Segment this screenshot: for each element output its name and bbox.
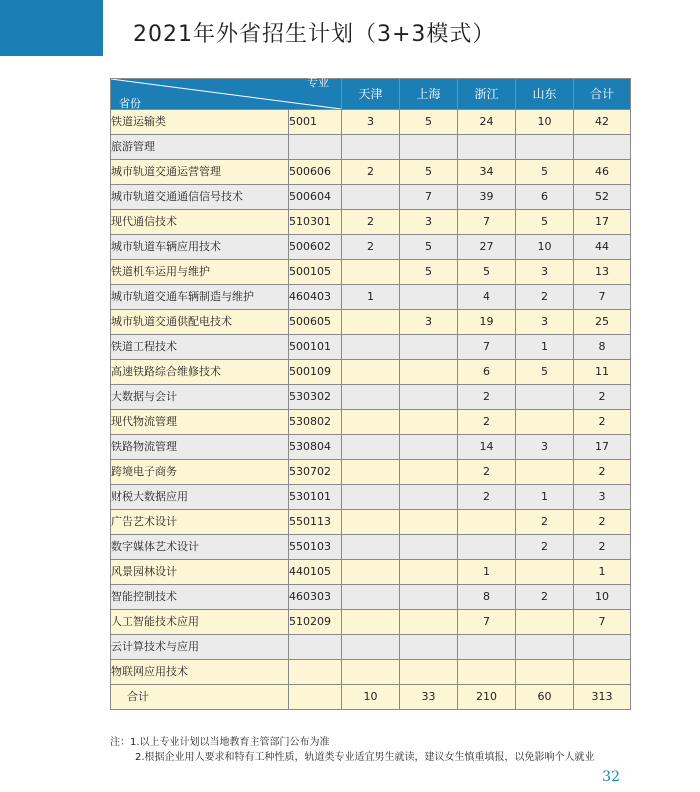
count-cell bbox=[342, 310, 400, 335]
count-cell: 6 bbox=[516, 185, 574, 210]
major-code-cell bbox=[289, 685, 342, 710]
major-name-cell: 云计算技术与应用 bbox=[111, 635, 289, 660]
major-name-cell: 广告艺术设计 bbox=[111, 510, 289, 535]
count-cell: 33 bbox=[400, 685, 458, 710]
count-cell: 2 bbox=[574, 510, 631, 535]
table-row bbox=[111, 585, 631, 610]
major-name-cell: 城市轨道交通车辆制造与维护 bbox=[111, 285, 289, 310]
count-cell bbox=[342, 185, 400, 210]
major-name-cell: 城市轨道车辆应用技术 bbox=[111, 235, 289, 260]
count-cell: 1 bbox=[516, 485, 574, 510]
major-code-cell: 500101 bbox=[289, 335, 342, 360]
count-cell: 3 bbox=[400, 210, 458, 235]
table-row bbox=[111, 160, 631, 185]
count-cell bbox=[342, 435, 400, 460]
count-cell: 3 bbox=[516, 260, 574, 285]
count-cell bbox=[516, 560, 574, 585]
count-cell: 2 bbox=[458, 385, 516, 410]
major-code-cell: 510209 bbox=[289, 610, 342, 635]
count-cell: 1 bbox=[516, 335, 574, 360]
count-cell bbox=[400, 285, 458, 310]
count-cell bbox=[342, 610, 400, 635]
enrollment-plan-table bbox=[110, 78, 631, 710]
count-cell bbox=[342, 135, 400, 160]
count-cell bbox=[400, 135, 458, 160]
count-cell: 13 bbox=[574, 260, 631, 285]
major-name-cell: 铁道运输类 bbox=[111, 110, 289, 135]
header-province-label: 省份 bbox=[119, 97, 141, 110]
major-name-cell: 城市轨道交通供配电技术 bbox=[111, 310, 289, 335]
count-cell bbox=[516, 135, 574, 160]
table-row bbox=[111, 135, 631, 160]
count-cell: 2 bbox=[458, 410, 516, 435]
count-cell bbox=[342, 635, 400, 660]
table-header-row bbox=[111, 79, 631, 110]
count-cell: 42 bbox=[574, 110, 631, 135]
count-cell bbox=[400, 660, 458, 685]
count-cell: 10 bbox=[342, 685, 400, 710]
count-cell: 3 bbox=[342, 110, 400, 135]
count-cell bbox=[342, 660, 400, 685]
major-code-cell: 500606 bbox=[289, 160, 342, 185]
count-cell bbox=[400, 485, 458, 510]
count-cell bbox=[342, 360, 400, 385]
count-cell: 19 bbox=[458, 310, 516, 335]
count-cell: 2 bbox=[516, 285, 574, 310]
count-cell: 2 bbox=[342, 210, 400, 235]
count-cell: 52 bbox=[574, 185, 631, 210]
major-name-cell: 财税大数据应用 bbox=[111, 485, 289, 510]
header-major-label: 专业 bbox=[307, 76, 329, 89]
count-cell bbox=[458, 535, 516, 560]
count-cell bbox=[516, 610, 574, 635]
count-cell bbox=[516, 660, 574, 685]
count-cell: 2 bbox=[342, 160, 400, 185]
major-code-cell: 500109 bbox=[289, 360, 342, 385]
major-name-cell: 物联网应用技术 bbox=[111, 660, 289, 685]
table-row bbox=[111, 260, 631, 285]
major-code-cell: 530302 bbox=[289, 385, 342, 410]
count-cell: 5 bbox=[400, 110, 458, 135]
count-cell: 7 bbox=[400, 185, 458, 210]
count-cell: 10 bbox=[574, 585, 631, 610]
count-cell bbox=[400, 560, 458, 585]
major-name-cell: 风景园林设计 bbox=[111, 560, 289, 585]
count-cell bbox=[342, 410, 400, 435]
table-row bbox=[111, 310, 631, 335]
count-cell: 7 bbox=[458, 210, 516, 235]
count-cell: 24 bbox=[458, 110, 516, 135]
count-cell: 210 bbox=[458, 685, 516, 710]
count-cell bbox=[342, 510, 400, 535]
count-cell bbox=[342, 585, 400, 610]
count-cell: 7 bbox=[458, 335, 516, 360]
count-cell bbox=[400, 360, 458, 385]
count-cell: 5 bbox=[400, 160, 458, 185]
table-row bbox=[111, 560, 631, 585]
table-row bbox=[111, 360, 631, 385]
major-code-cell: 530702 bbox=[289, 460, 342, 485]
major-code-cell: 530804 bbox=[289, 435, 342, 460]
major-code-cell: 440105 bbox=[289, 560, 342, 585]
count-cell bbox=[458, 660, 516, 685]
count-cell: 2 bbox=[458, 485, 516, 510]
column-header-tianjin: 天津 bbox=[342, 79, 400, 110]
major-code-cell: 550113 bbox=[289, 510, 342, 535]
count-cell: 6 bbox=[458, 360, 516, 385]
count-cell: 60 bbox=[516, 685, 574, 710]
major-code-cell: 5001 bbox=[289, 110, 342, 135]
column-header-zhejiang: 浙江 bbox=[458, 79, 516, 110]
count-cell: 14 bbox=[458, 435, 516, 460]
count-cell: 11 bbox=[574, 360, 631, 385]
count-cell: 8 bbox=[574, 335, 631, 360]
count-cell bbox=[342, 560, 400, 585]
count-cell: 8 bbox=[458, 585, 516, 610]
table-row bbox=[111, 510, 631, 535]
table-row bbox=[111, 335, 631, 360]
total-row bbox=[111, 685, 631, 710]
count-cell: 5 bbox=[400, 235, 458, 260]
column-header-shanghai: 上海 bbox=[400, 79, 458, 110]
count-cell bbox=[342, 485, 400, 510]
table-row bbox=[111, 610, 631, 635]
count-cell bbox=[400, 335, 458, 360]
count-cell: 1 bbox=[574, 560, 631, 585]
major-name-cell: 智能控制技术 bbox=[111, 585, 289, 610]
table-row bbox=[111, 110, 631, 135]
count-cell bbox=[400, 410, 458, 435]
table-body bbox=[111, 110, 631, 710]
count-cell bbox=[574, 135, 631, 160]
major-code-cell: 500602 bbox=[289, 235, 342, 260]
count-cell: 10 bbox=[516, 235, 574, 260]
count-cell: 5 bbox=[516, 160, 574, 185]
table-row bbox=[111, 410, 631, 435]
count-cell bbox=[400, 510, 458, 535]
count-cell bbox=[400, 435, 458, 460]
major-code-cell: 550103 bbox=[289, 535, 342, 560]
major-code-cell: 510301 bbox=[289, 210, 342, 235]
table-row bbox=[111, 535, 631, 560]
count-cell: 2 bbox=[574, 410, 631, 435]
table-row bbox=[111, 210, 631, 235]
count-cell: 2 bbox=[342, 235, 400, 260]
page-number: 32 bbox=[602, 769, 620, 785]
count-cell bbox=[400, 460, 458, 485]
major-code-cell: 530802 bbox=[289, 410, 342, 435]
major-name-cell: 城市轨道交通通信信号技术 bbox=[111, 185, 289, 210]
count-cell bbox=[400, 385, 458, 410]
count-cell: 2 bbox=[574, 385, 631, 410]
count-cell: 46 bbox=[574, 160, 631, 185]
count-cell bbox=[574, 660, 631, 685]
major-name-cell: 铁道机车运用与维护 bbox=[111, 260, 289, 285]
count-cell: 2 bbox=[516, 535, 574, 560]
major-name-cell: 铁道工程技术 bbox=[111, 335, 289, 360]
major-name-cell: 跨境电子商务 bbox=[111, 460, 289, 485]
corner-color-block bbox=[0, 0, 103, 56]
major-name-cell: 高速铁路综合维修技术 bbox=[111, 360, 289, 385]
count-cell bbox=[342, 335, 400, 360]
count-cell: 10 bbox=[516, 110, 574, 135]
table-row bbox=[111, 485, 631, 510]
major-code-cell: 530101 bbox=[289, 485, 342, 510]
table-row bbox=[111, 385, 631, 410]
count-cell: 5 bbox=[400, 260, 458, 285]
count-cell: 25 bbox=[574, 310, 631, 335]
count-cell bbox=[516, 460, 574, 485]
count-cell: 3 bbox=[574, 485, 631, 510]
count-cell: 2 bbox=[574, 535, 631, 560]
major-name-cell: 城市轨道交通运营管理 bbox=[111, 160, 289, 185]
column-header-shandong: 山东 bbox=[516, 79, 574, 110]
count-cell bbox=[458, 135, 516, 160]
major-name-cell: 旅游管理 bbox=[111, 135, 289, 160]
table-row bbox=[111, 435, 631, 460]
major-name-cell: 数字媒体艺术设计 bbox=[111, 535, 289, 560]
count-cell bbox=[458, 635, 516, 660]
count-cell: 3 bbox=[516, 310, 574, 335]
count-cell bbox=[458, 510, 516, 535]
major-name-cell: 大数据与会计 bbox=[111, 385, 289, 410]
count-cell: 7 bbox=[458, 610, 516, 635]
count-cell: 313 bbox=[574, 685, 631, 710]
count-cell bbox=[342, 460, 400, 485]
count-cell: 39 bbox=[458, 185, 516, 210]
count-cell bbox=[342, 535, 400, 560]
footnote-2: 2.根据企业用人要求和特有工种性质，轨道类专业适宜男生就读，建议女生慎重填报，以免影响个人就业 bbox=[135, 752, 595, 763]
count-cell: 3 bbox=[400, 310, 458, 335]
major-code-cell: 500605 bbox=[289, 310, 342, 335]
count-cell: 7 bbox=[574, 285, 631, 310]
major-code-cell bbox=[289, 660, 342, 685]
major-name-cell: 现代物流管理 bbox=[111, 410, 289, 435]
count-cell: 1 bbox=[458, 560, 516, 585]
table-row bbox=[111, 460, 631, 485]
count-cell: 2 bbox=[516, 510, 574, 535]
table-row bbox=[111, 185, 631, 210]
count-cell: 3 bbox=[516, 435, 574, 460]
count-cell: 1 bbox=[342, 285, 400, 310]
count-cell: 5 bbox=[516, 360, 574, 385]
major-code-cell: 500105 bbox=[289, 260, 342, 285]
count-cell bbox=[516, 410, 574, 435]
count-cell: 27 bbox=[458, 235, 516, 260]
major-code-cell: 500604 bbox=[289, 185, 342, 210]
major-name-cell: 人工智能技术应用 bbox=[111, 610, 289, 635]
count-cell: 4 bbox=[458, 285, 516, 310]
page-title: 2021年外省招生计划（3+3模式） bbox=[133, 22, 496, 47]
diagonal-header-cell bbox=[111, 76, 342, 110]
count-cell bbox=[400, 635, 458, 660]
major-code-cell: 460403 bbox=[289, 285, 342, 310]
count-cell: 34 bbox=[458, 160, 516, 185]
count-cell: 2 bbox=[458, 460, 516, 485]
major-name-cell: 合计 bbox=[111, 685, 289, 710]
count-cell: 2 bbox=[574, 460, 631, 485]
count-cell: 17 bbox=[574, 435, 631, 460]
count-cell bbox=[342, 260, 400, 285]
table-row bbox=[111, 635, 631, 660]
table-row bbox=[111, 660, 631, 685]
count-cell bbox=[400, 535, 458, 560]
count-cell bbox=[400, 610, 458, 635]
count-cell: 2 bbox=[516, 585, 574, 610]
count-cell bbox=[400, 585, 458, 610]
column-header-total: 合计 bbox=[574, 79, 631, 110]
major-name-cell: 现代通信技术 bbox=[111, 210, 289, 235]
footnote-1: 注：1.以上专业计划以当地教育主管部门公布为准 bbox=[110, 737, 330, 748]
footnotes bbox=[110, 735, 595, 765]
count-cell: 5 bbox=[516, 210, 574, 235]
count-cell: 5 bbox=[458, 260, 516, 285]
table-row bbox=[111, 235, 631, 260]
major-code-cell bbox=[289, 135, 342, 160]
count-cell: 44 bbox=[574, 235, 631, 260]
major-code-cell bbox=[289, 635, 342, 660]
count-cell: 7 bbox=[574, 610, 631, 635]
table-row bbox=[111, 285, 631, 310]
major-code-cell: 460303 bbox=[289, 585, 342, 610]
major-name-cell: 铁路物流管理 bbox=[111, 435, 289, 460]
count-cell bbox=[516, 385, 574, 410]
count-cell bbox=[574, 635, 631, 660]
count-cell bbox=[342, 385, 400, 410]
count-cell bbox=[516, 635, 574, 660]
count-cell: 17 bbox=[574, 210, 631, 235]
